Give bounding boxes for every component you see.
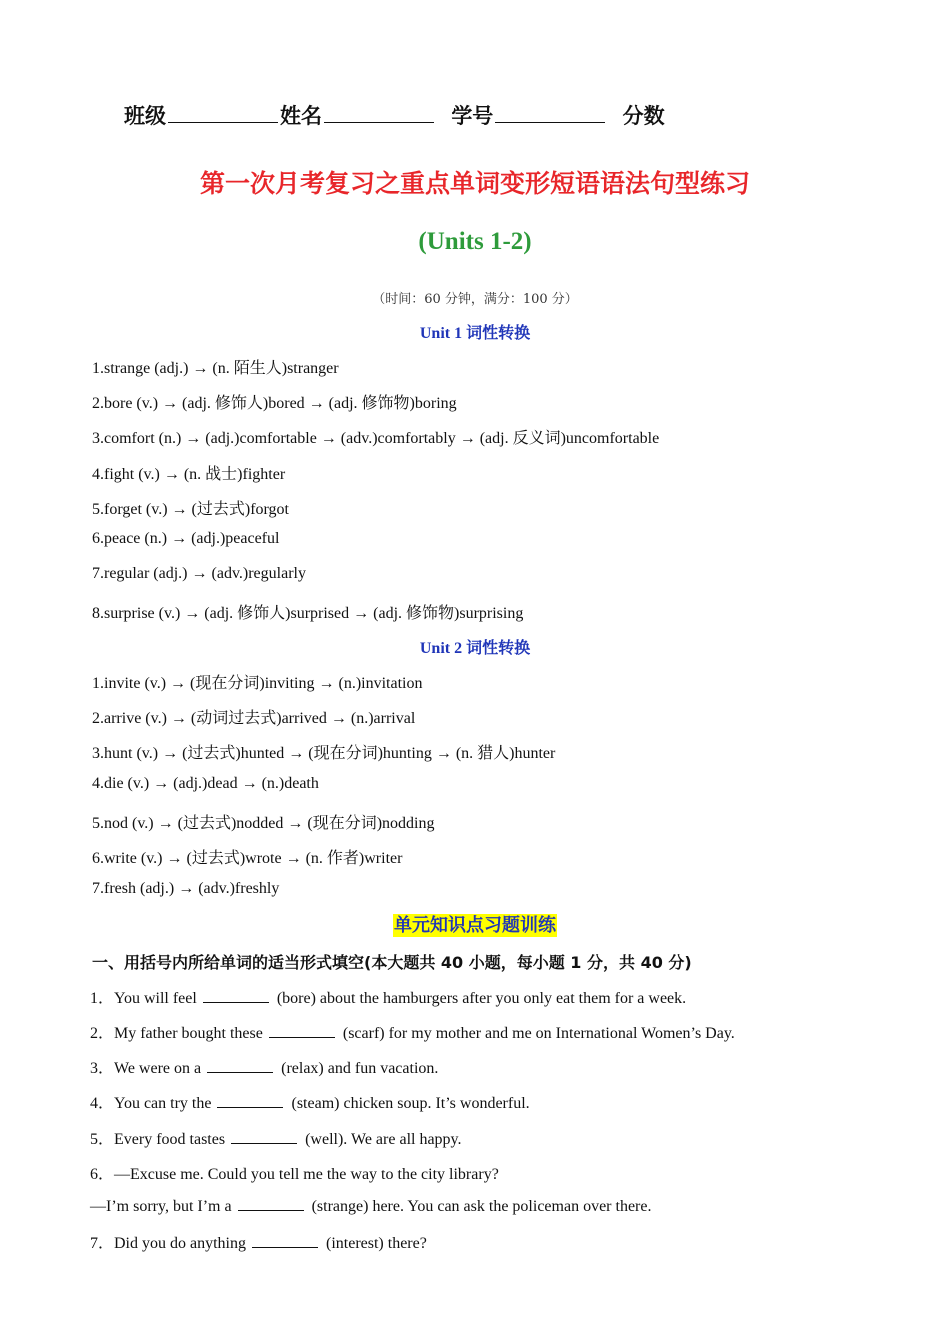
question-hint: (scarf) for my mother and me on International Women’s Day.	[342, 1025, 735, 1042]
question-text: 4．You can try the	[90, 1095, 212, 1112]
unit2-item: 4.die (v.) → (adj.)dead → (n.)death	[92, 775, 319, 792]
question-text: 2．My father bought these	[90, 1025, 263, 1042]
answer-blank[interactable]	[269, 1023, 335, 1038]
question-hint: (strange) here. You can ask the policeman over there.	[311, 1198, 652, 1215]
question-hint: (bore) about the hamburgers after you only eat them for a week.	[276, 990, 687, 1007]
question	[90, 1126, 462, 1149]
id-blank[interactable]	[495, 104, 605, 123]
question-hint: (interest) there?	[326, 1235, 427, 1252]
question-text: —I’m sorry, but I’m a	[90, 1198, 232, 1215]
question-text: 3．We were on a	[90, 1060, 202, 1077]
unit1-item: 5.forget (v.) → (过去式)forgot	[92, 501, 290, 518]
unit1-item: 6.peace (n.) → (adj.)peaceful	[92, 530, 280, 547]
question	[90, 1230, 427, 1253]
unit2-heading: Unit 2 词性转换	[419, 640, 531, 657]
question-text: 7．Did you do anything	[90, 1235, 246, 1252]
class-blank[interactable]	[168, 104, 278, 123]
student-info-line	[124, 100, 665, 130]
unit1-item: 3.comfort (n.) → (adj.)comfortable → (adv.)comfortably → (adj. 反义词)uncomfortable	[92, 430, 660, 447]
question-hint: (steam) chicken soup. It’s wonderful.	[291, 1095, 530, 1112]
page-title: 第一次月考复习之重点单词变形短语语法句型练习	[199, 169, 750, 198]
answer-blank[interactable]	[231, 1129, 297, 1144]
name-label: 姓名	[280, 104, 322, 128]
question-text: 1．You will feel	[90, 990, 197, 1007]
unit1-item: 1.strange (adj.) → (n. 陌生人)stranger	[92, 360, 339, 377]
part1-heading: 一、用括号内所给单词的适当形式填空(本大题共 40 小题，每小题 1 分，共 40 分)	[92, 953, 692, 972]
name-blank[interactable]	[324, 104, 434, 123]
question-text: 6．—Excuse me. Could you tell me the way to the city library?	[90, 1166, 499, 1183]
answer-blank[interactable]	[203, 988, 269, 1003]
question-hint: (relax) and fun vacation.	[281, 1060, 439, 1077]
answer-blank[interactable]	[238, 1196, 304, 1211]
unit1-item: 8.surprise (v.) → (adj. 修饰人)surprised → (adj. 修饰物)surprising	[92, 605, 524, 622]
section-heading	[0, 911, 950, 937]
question	[90, 1161, 499, 1184]
answer-blank[interactable]	[217, 1093, 283, 1108]
unit1-item: 7.regular (adj.) → (adv.)regularly	[92, 565, 306, 582]
unit2-item: 5.nod (v.) → (过去式)nodded → (现在分词)nodding	[92, 815, 435, 832]
id-label: 学号	[451, 104, 494, 128]
unit2-item: 1.invite (v.) → (现在分词)inviting → (n.)invitation	[92, 675, 423, 692]
unit2-item: 2.arrive (v.) → (动词过去式)arrived → (n.)arrival	[92, 710, 416, 727]
unit2-item: 7.fresh (adj.) → (adv.)freshly	[92, 880, 280, 897]
page-subtitle: (Units 1-2)	[418, 228, 532, 255]
unit1-heading: Unit 1 词性转换	[419, 325, 531, 342]
unit2-item: 3.hunt (v.) → (过去式)hunted → (现在分词)hunting → (n. 猎人)hunter	[92, 745, 556, 762]
question-text: 5．Every food tastes	[90, 1131, 226, 1148]
score-label: 分数	[622, 104, 665, 128]
unit1-item: 2.bore (v.) → (adj. 修饰人)bored → (adj. 修饰物)boring	[92, 395, 457, 412]
question-answer-line	[90, 1196, 651, 1216]
answer-blank[interactable]	[207, 1058, 273, 1073]
unit2-item: 6.write (v.) → (过去式)wrote → (n. 作者)writer	[92, 850, 403, 867]
unit1-item: 4.fight (v.) → (n. 战士)fighter	[92, 466, 286, 483]
question	[90, 1020, 735, 1043]
class-label: 班级	[124, 104, 166, 128]
section-heading-text: 单元知识点习题训练	[394, 915, 556, 936]
time-note: （时间：60 分钟，满分：100 分）	[372, 292, 578, 307]
answer-blank[interactable]	[252, 1233, 318, 1248]
question	[90, 1090, 530, 1113]
question-hint: (well). We are all happy.	[305, 1131, 462, 1148]
question	[90, 985, 686, 1008]
question	[90, 1055, 438, 1078]
